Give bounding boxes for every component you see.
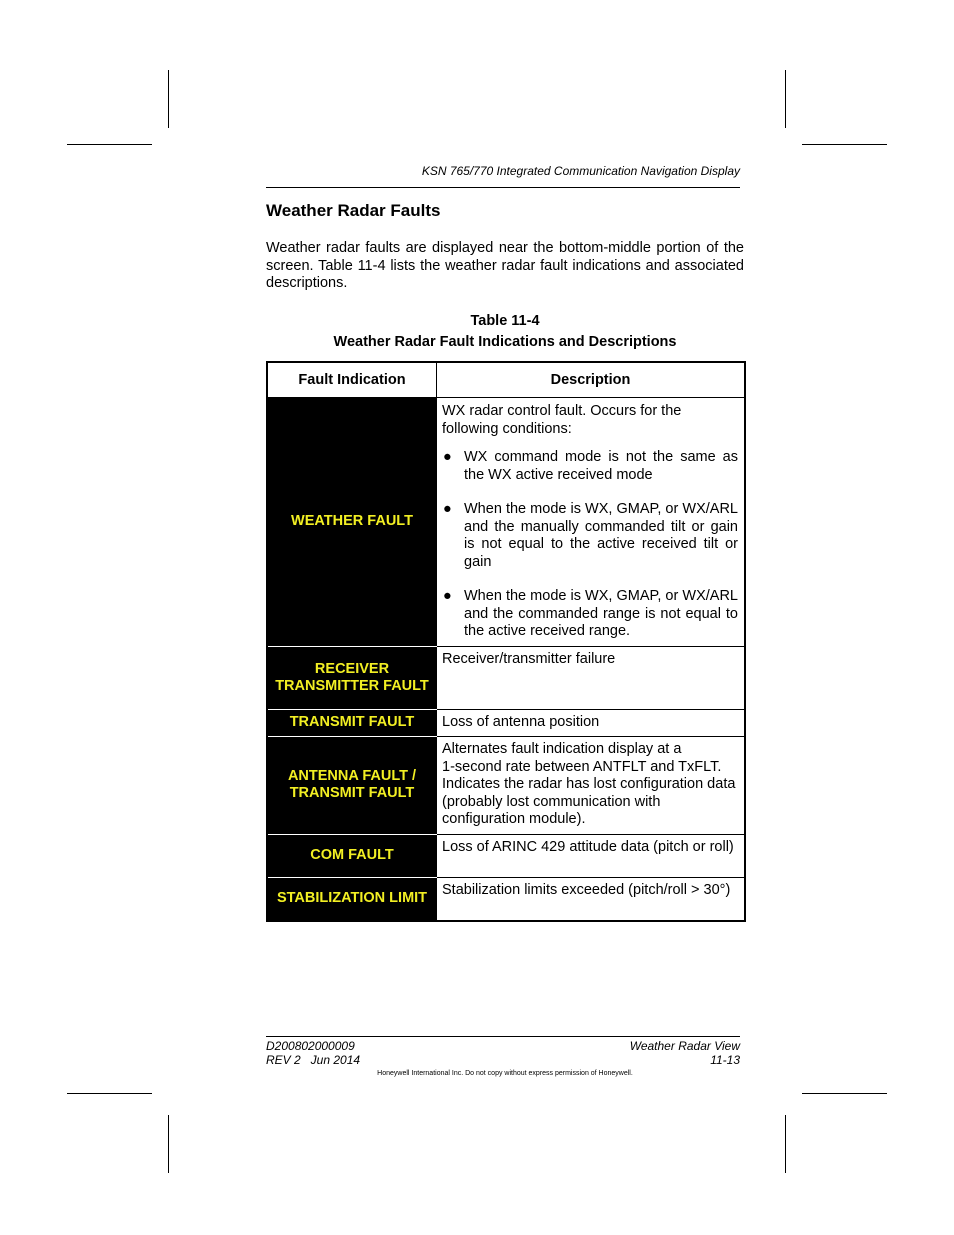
table-caption-title: Weather Radar Fault Indications and Descriptions [333,334,677,350]
crop-mark [785,1115,786,1173]
fault-description: Alternates fault indication display at a 1‑second rate between ANTFLT and TxFLT. Indicates the radar has lost configuration data (probably lost communication with configuration module). [437,737,746,835]
bullet-icon: ● [443,588,452,604]
fault-table [266,361,746,922]
footer-left [266,1040,360,1067]
description-text: WX radar control fault. Occurs for the following conditions: [442,403,682,437]
table-caption-number: Table 11‑4 [470,313,540,329]
crop-mark [168,70,169,128]
fault-indication: STABILIZATION LIMIT [267,877,437,921]
fault-description: Stabilization limits exceeded (pitch/roll > 30°) [437,877,746,921]
fault-indication: RECEIVER TRANSMITTER FAULT [267,646,437,709]
copyright-notice: Honeywell International Inc. Do not copy without express permission of Honeywell. [377,1070,633,1077]
table-row [267,737,745,835]
table-row [267,834,745,877]
table-row [267,398,745,647]
page-number: 11-13 [710,1052,740,1067]
column-header-fault: Fault Indication [267,362,437,398]
condition-list [442,449,738,641]
section-name: Weather Radar View [629,1039,740,1053]
document-number: D200802000009 [266,1039,355,1053]
crop-mark [802,144,887,145]
table-row [267,709,745,737]
revision-date: REV 2 Jun 2014 [266,1052,361,1067]
crop-mark [67,144,152,145]
fault-description: Loss of antenna position [437,709,746,737]
list-item-text: When the mode is WX, GMAP, or WX/ARL and the manually commanded tilt or gain is not equal to the active received tilt or gain [464,501,738,570]
running-header: KSN 765/770 Integrated Communication Navigation Display [421,164,740,178]
table-row [267,646,745,709]
table-row [267,877,745,921]
table-header-row [267,362,745,398]
list-item [442,449,738,484]
list-item-text: WX command mode is not the same as the WX active received mode [464,449,738,483]
intro-paragraph: Weather radar faults are displayed near the bottom‑middle portion of the screen. Table 11‑4 lists the weather radar fault indications and associated descriptions. [266,240,744,291]
fault-indication: WEATHER FAULT [267,398,437,647]
crop-mark [168,1115,169,1173]
bullet-icon: ● [443,449,452,465]
header-rule [266,187,740,188]
crop-mark [67,1093,152,1094]
fault-indication: TRANSMIT FAULT [267,709,437,737]
fault-indication: COM FAULT [267,834,437,877]
crop-mark [785,70,786,128]
crop-mark [802,1093,887,1094]
fault-description [437,398,746,647]
section-title: Weather Radar Faults [266,201,441,220]
footer-rule [266,1036,740,1037]
footer-right [540,1040,740,1067]
fault-description: Loss of ARINC 429 attitude data (pitch or roll) [437,834,746,877]
list-item [442,588,738,641]
list-item [442,501,738,571]
column-header-description: Description [437,362,746,398]
fault-description: Receiver/transmitter failure [437,646,746,709]
bullet-icon: ● [443,501,452,517]
list-item-text: When the mode is WX, GMAP, or WX/ARL and the commanded range is not equal to the active received range. [464,588,738,639]
fault-indication: ANTENNA FAULT / TRANSMIT FAULT [267,737,437,835]
